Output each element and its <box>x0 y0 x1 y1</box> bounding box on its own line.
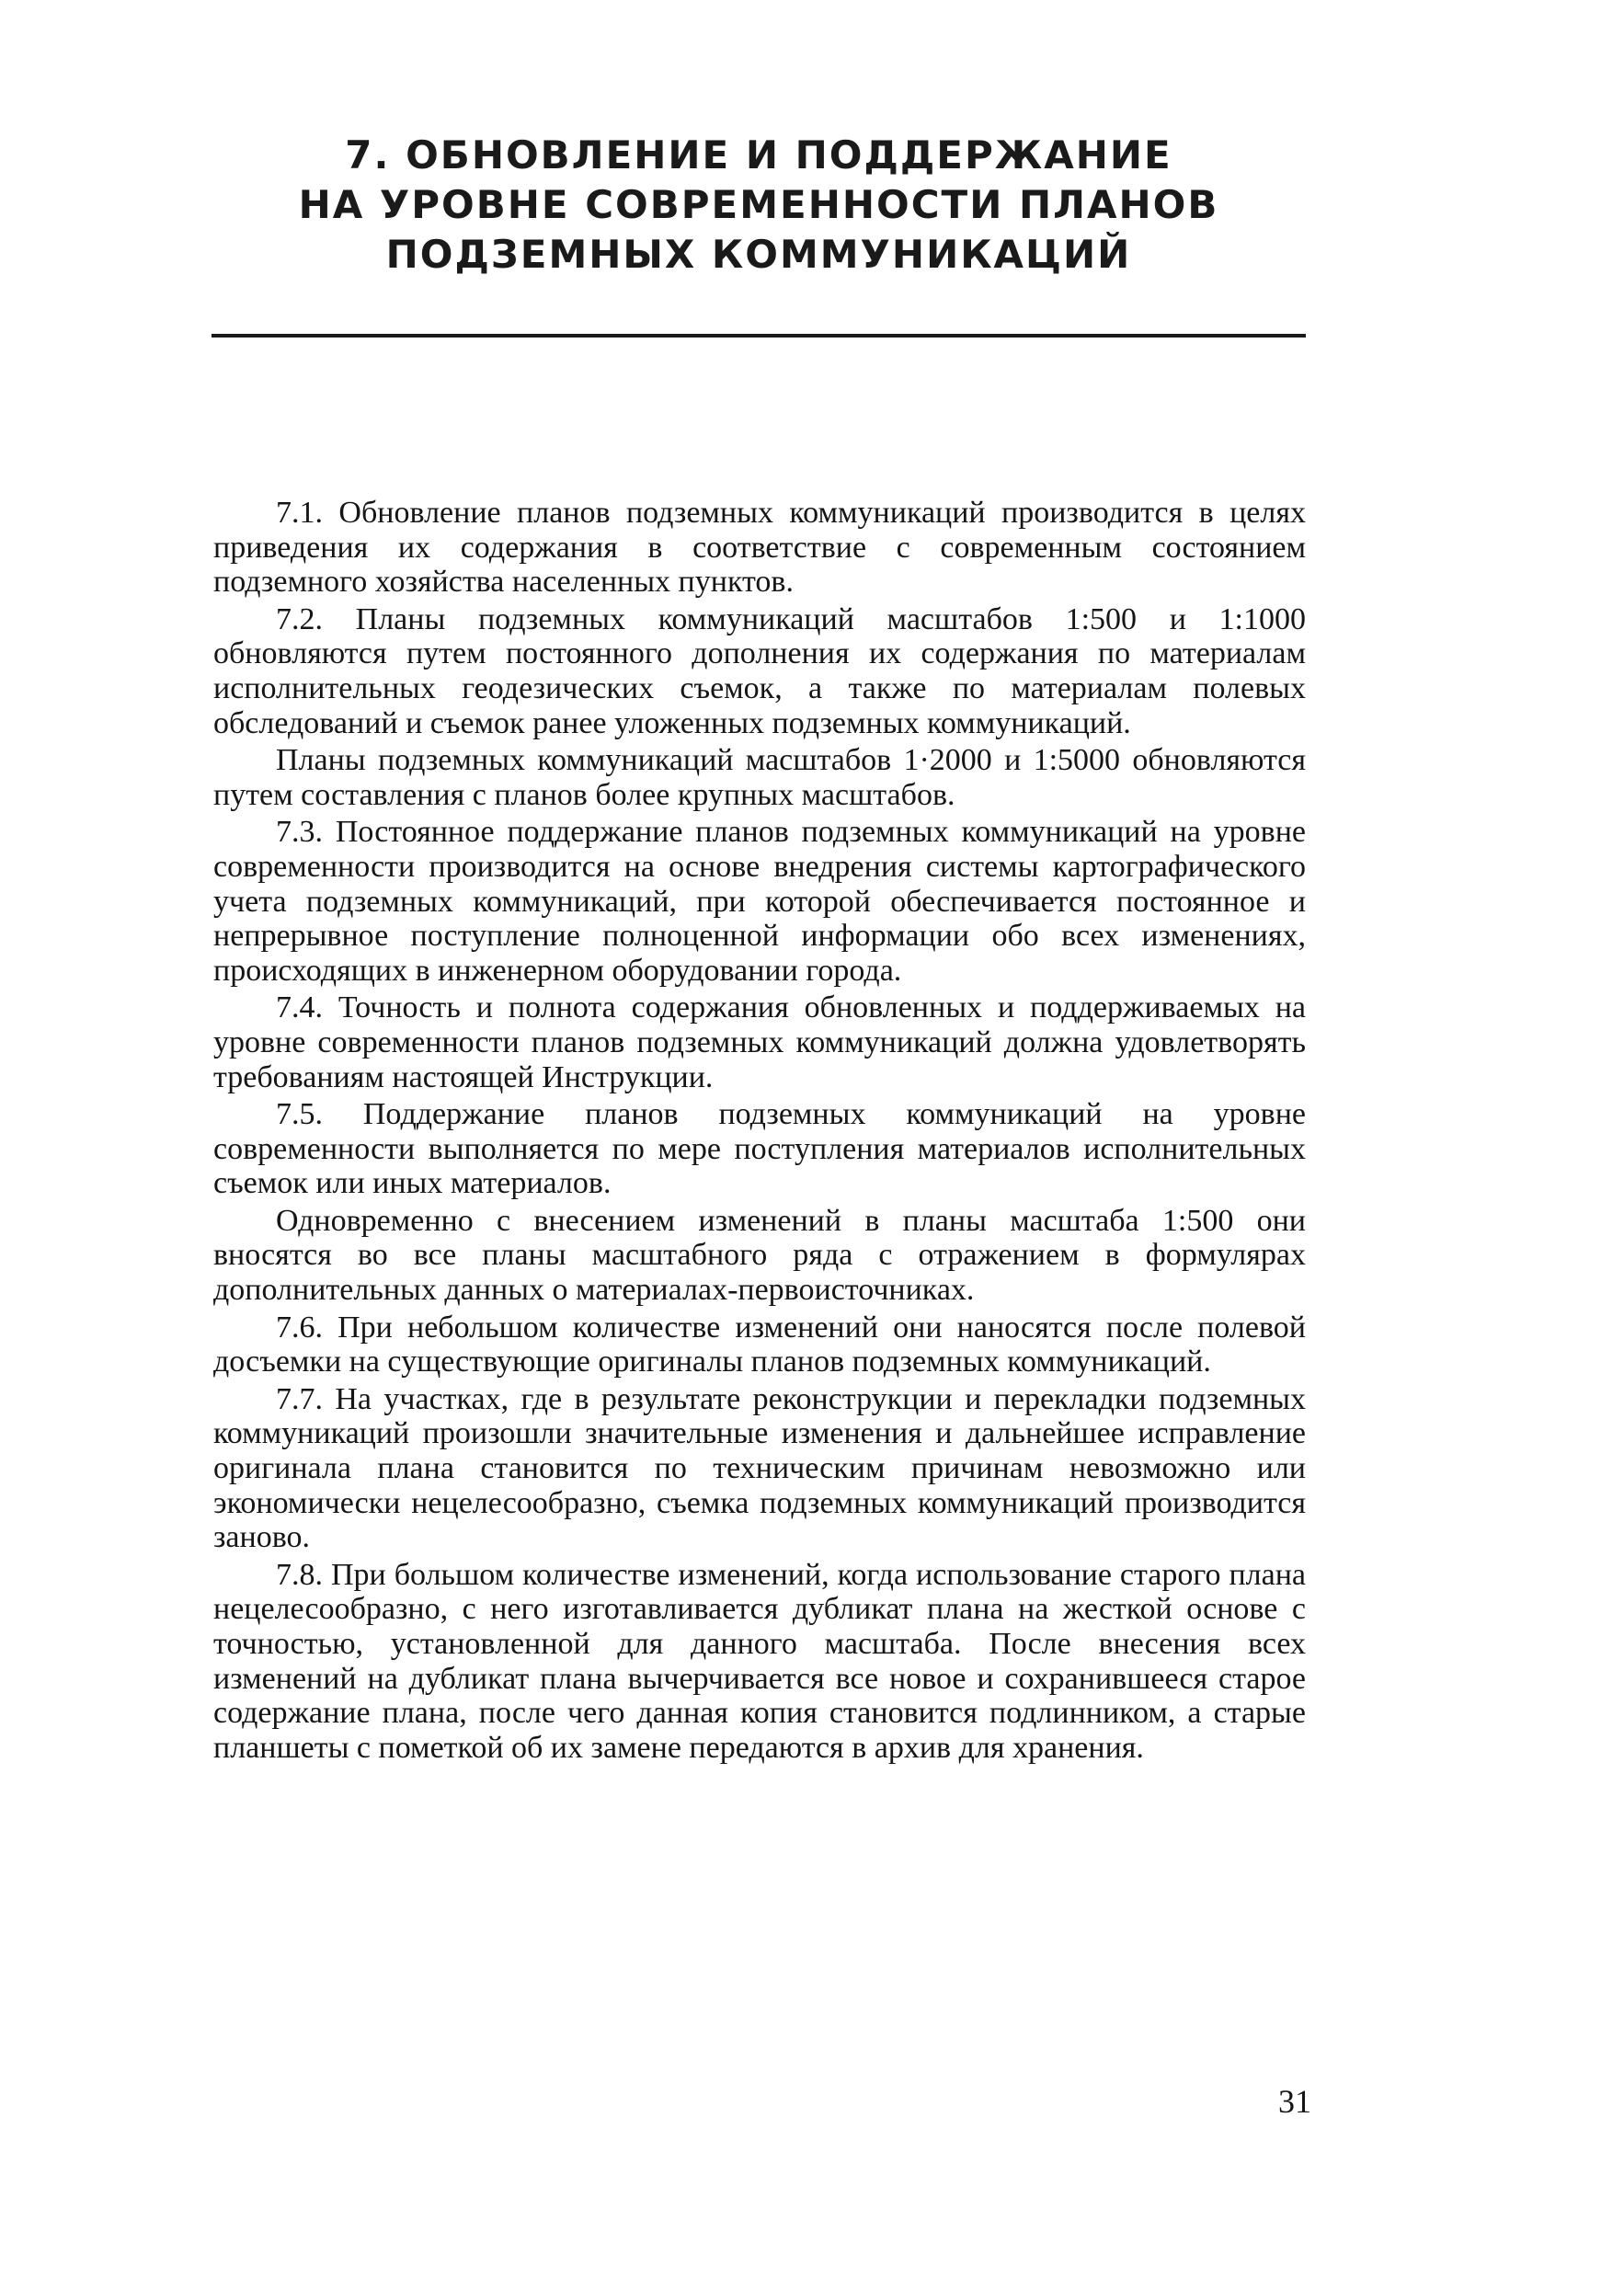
paragraph-7-3: 7.3. Постоянное поддержание планов подземных коммуникаций на уровне современности производится на основе внедрения системы картографического учета подземных коммуникаций, при которой обеспечивается постоянное и непрерывное поступление полноценной информации обо всех изменениях, происходящих в инженерном оборудовании города. <box>213 815 1306 988</box>
paragraph-7-4: 7.4. Точность и полнота содержания обновленных и поддерживаемых на уровне современности планов подземных коммуникаций должна удовлетворять требованиям настоящей Инструкции. <box>213 990 1306 1094</box>
paragraph-7-7: 7.7. На участках, где в результате реконструкции и перекладки подземных коммуникаций произошли значительные изменения и дальнейшее исправление оригинала плана становится по техническим причинам невозможно или экономически нецелесообразно, съемка подземных коммуникаций производится заново. <box>213 1381 1306 1555</box>
body-text <box>213 496 1306 1768</box>
paragraph-7-2-continued: Планы подземных коммуникаций масштабов 1·2000 и 1:5000 обновляются путем составления с планов более крупных масштабов. <box>213 743 1306 812</box>
chapter-title <box>212 131 1306 280</box>
page-number: 31 <box>1278 2083 1311 2120</box>
paragraph-7-5: 7.5. Поддержание планов подземных коммуникаций на уровне современности выполняется по мере поступления материалов исполнительных съемок или иных материалов. <box>213 1097 1306 1201</box>
paragraph-7-8: 7.8. При большом количестве изменений, когда использование старого плана нецелесообразно, с него изготавливается дубликат плана на жесткой основе с точностью, установленной для данного масштаба. После внесения всех изменений на дубликат плана вычерчивается все новое и сохранившееся старое содержание плана, после чего данная копия становится подлинником, а старые планшеты с пометкой об их замене передаются в архив для хранения. <box>213 1557 1306 1765</box>
paragraph-7-6: 7.6. При небольшом количестве изменений они наносятся после полевой досъемки на существующие оригиналы планов подземных коммуникаций. <box>213 1310 1306 1379</box>
chapter-title-line: ПОДЗЕМНЫХ КОММУНИКАЦИЙ <box>385 232 1132 277</box>
title-divider <box>212 334 1306 338</box>
chapter-title-line: НА УРОВНЕ СОВРЕМЕННОСТИ ПЛАНОВ <box>298 182 1219 227</box>
paragraph-7-1: 7.1. Обновление планов подземных коммуникаций производится в целях приведения их содержания в соответствие с современным состоянием подземного хозяйства населенных пунктов. <box>213 496 1306 600</box>
paragraph-7-5-continued: Одновременно с внесением изменений в планы масштаба 1:500 они вносятся во все планы масштабного ряда с отражением в формулярах дополнительных данных о материалах-первоисточниках. <box>213 1203 1306 1308</box>
paragraph-7-2: 7.2. Планы подземных коммуникаций масштабов 1:500 и 1:1000 обновляются путем постоянного дополнения их содержания по материалам исполнительных геодезических съемок, а также по материалам полевых обследований и съемок ранее уложенных подземных коммуникаций. <box>213 601 1306 740</box>
chapter-title-line: 7. ОБНОВЛЕНИЕ И ПОДДЕРЖАНИЕ <box>345 132 1172 177</box>
